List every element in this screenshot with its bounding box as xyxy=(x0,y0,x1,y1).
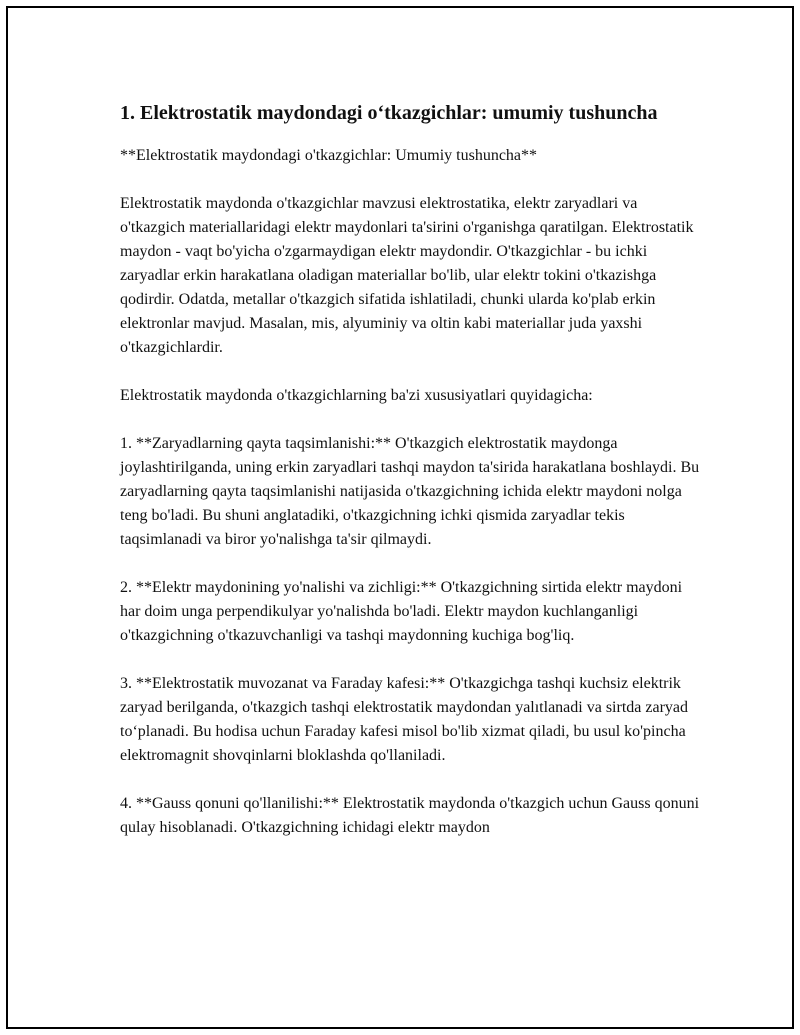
intro-paragraph: Elektrostatik maydonda o'tkazgichlar mavzusi elektrostatika, elektr zaryadlari va o'tkazgich materiallaridagi elektr maydonlari ta'sirini o'rganishga qaratilgan. Elektrostatik maydon - vaqt bo'yicha o'zgarmaydigan elektr maydondir. O'tkazgichlar - bu ichki zaryadlar erkin harakatlana oladigan materiallar bo'lib, ular elektr tokini o'tkazishga qodirdir. Odatda, metallar o'tkazgich sifatida ishlatiladi, chunki ularda ko'plab erkin elektronlar mavjud. Masalan, mis, alyuminiy va oltin kabi materiallar juda yaxshi o'tkazgichlardir. xyxy=(120,195,694,356)
list-item-gauss-law: 4. **Gauss qonuni qo'llanilishi:** Elektrostatik maydonda o'tkazgich uchun Gauss qonuni qulay hisoblanadi. O'tkazgichning ichidagi elektr maydon xyxy=(120,795,700,836)
list-item-faraday-cage: 3. **Elektrostatik muvozanat va Faraday kafesi:** O'tkazgichga tashqi kuchsiz elektrik zaryad berilganda, o'tkazgich tashqi elektrostatik maydondan yalıtlanadi va sirtda zaryad to‘planadi. Bu hodisa uchun Faraday kafesi misol bo'lib xizmat qiladi, bu usul ko'pincha elektromagnit shovqinlarni bloklashda qo'llaniladi. xyxy=(120,675,688,764)
document-body xyxy=(120,100,700,864)
subtitle-paragraph: **Elektrostatik maydondagi o'tkazgichlar: Umumiy tushuncha** xyxy=(120,147,538,164)
list-item-field-direction: 2. **Elektr maydonining yo'nalishi va zichligi:** O'tkazgichning sirtida elektr maydoni har doim unga perpendikulyar yo'nalishda bo'ladi. Elektr maydon kuchlanganligi o'tkazgichning o'tkazuvchanligi va tashqi maydonning kuchiga bog'liq. xyxy=(120,579,683,644)
document-title: 1. Elektrostatik maydondagi o‘tkazgichlar: umumiy tushuncha xyxy=(120,102,658,124)
properties-lead-paragraph: Elektrostatik maydonda o'tkazgichlarning ba'zi xususiyatlari quyidagicha: xyxy=(120,387,593,404)
page-frame xyxy=(6,6,794,1029)
list-item-charge-redistribution: 1. **Zaryadlarning qayta taqsimlanishi:** O'tkazgich elektrostatik maydonga joylashtirilganda, uning erkin zaryadlari tashqi maydon ta'sirida harakatlana boshlaydi. Bu zaryadlarning qayta taqsimlanishi natijasida o'tkazgichning ichida elektr maydoni nolga teng bo'ladi. Bu shuni anglatadiki, o'tkazgichning ichki qismida zaryadlar tekis taqsimlanadi va biror yo'nalishga ta'sir qilmaydi. xyxy=(120,435,700,548)
